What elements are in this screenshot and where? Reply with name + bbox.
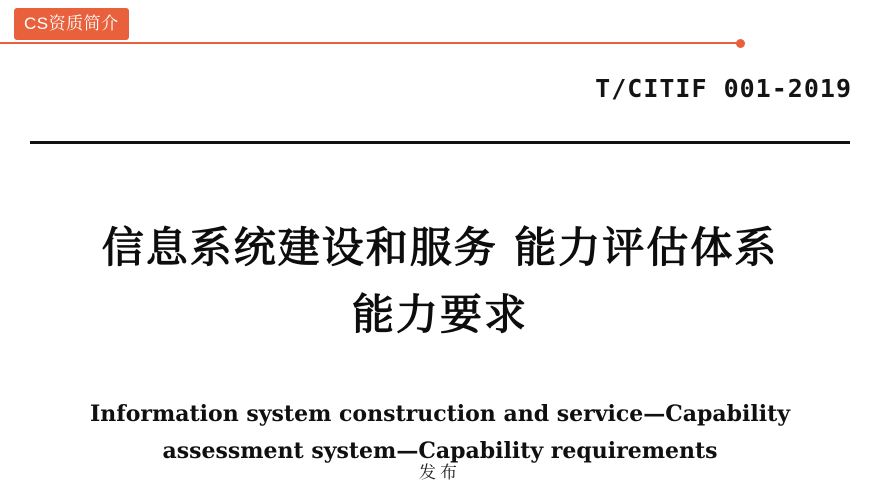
page-title-english-line2: assessment system—Capability requirements — [162, 438, 718, 465]
page-title-chinese-line1: 信息系统建设和服务 能力评估体系 — [101, 223, 779, 272]
accent-underline-dot — [736, 39, 745, 48]
header-divider — [30, 141, 850, 144]
footer-partial-text: 发布 — [419, 463, 461, 483]
page-title-english-line1: Information system construction and service—Capability — [89, 401, 791, 427]
page-title-chinese-line2: 能力要求 — [351, 289, 528, 339]
accent-underline-bar — [0, 42, 742, 44]
accent-underline — [0, 40, 880, 46]
standard-number: T/CITIF 001-2019 — [595, 74, 852, 103]
watermark-badge: CS资质简介 — [14, 8, 129, 40]
page-title-chinese — [0, 218, 880, 346]
